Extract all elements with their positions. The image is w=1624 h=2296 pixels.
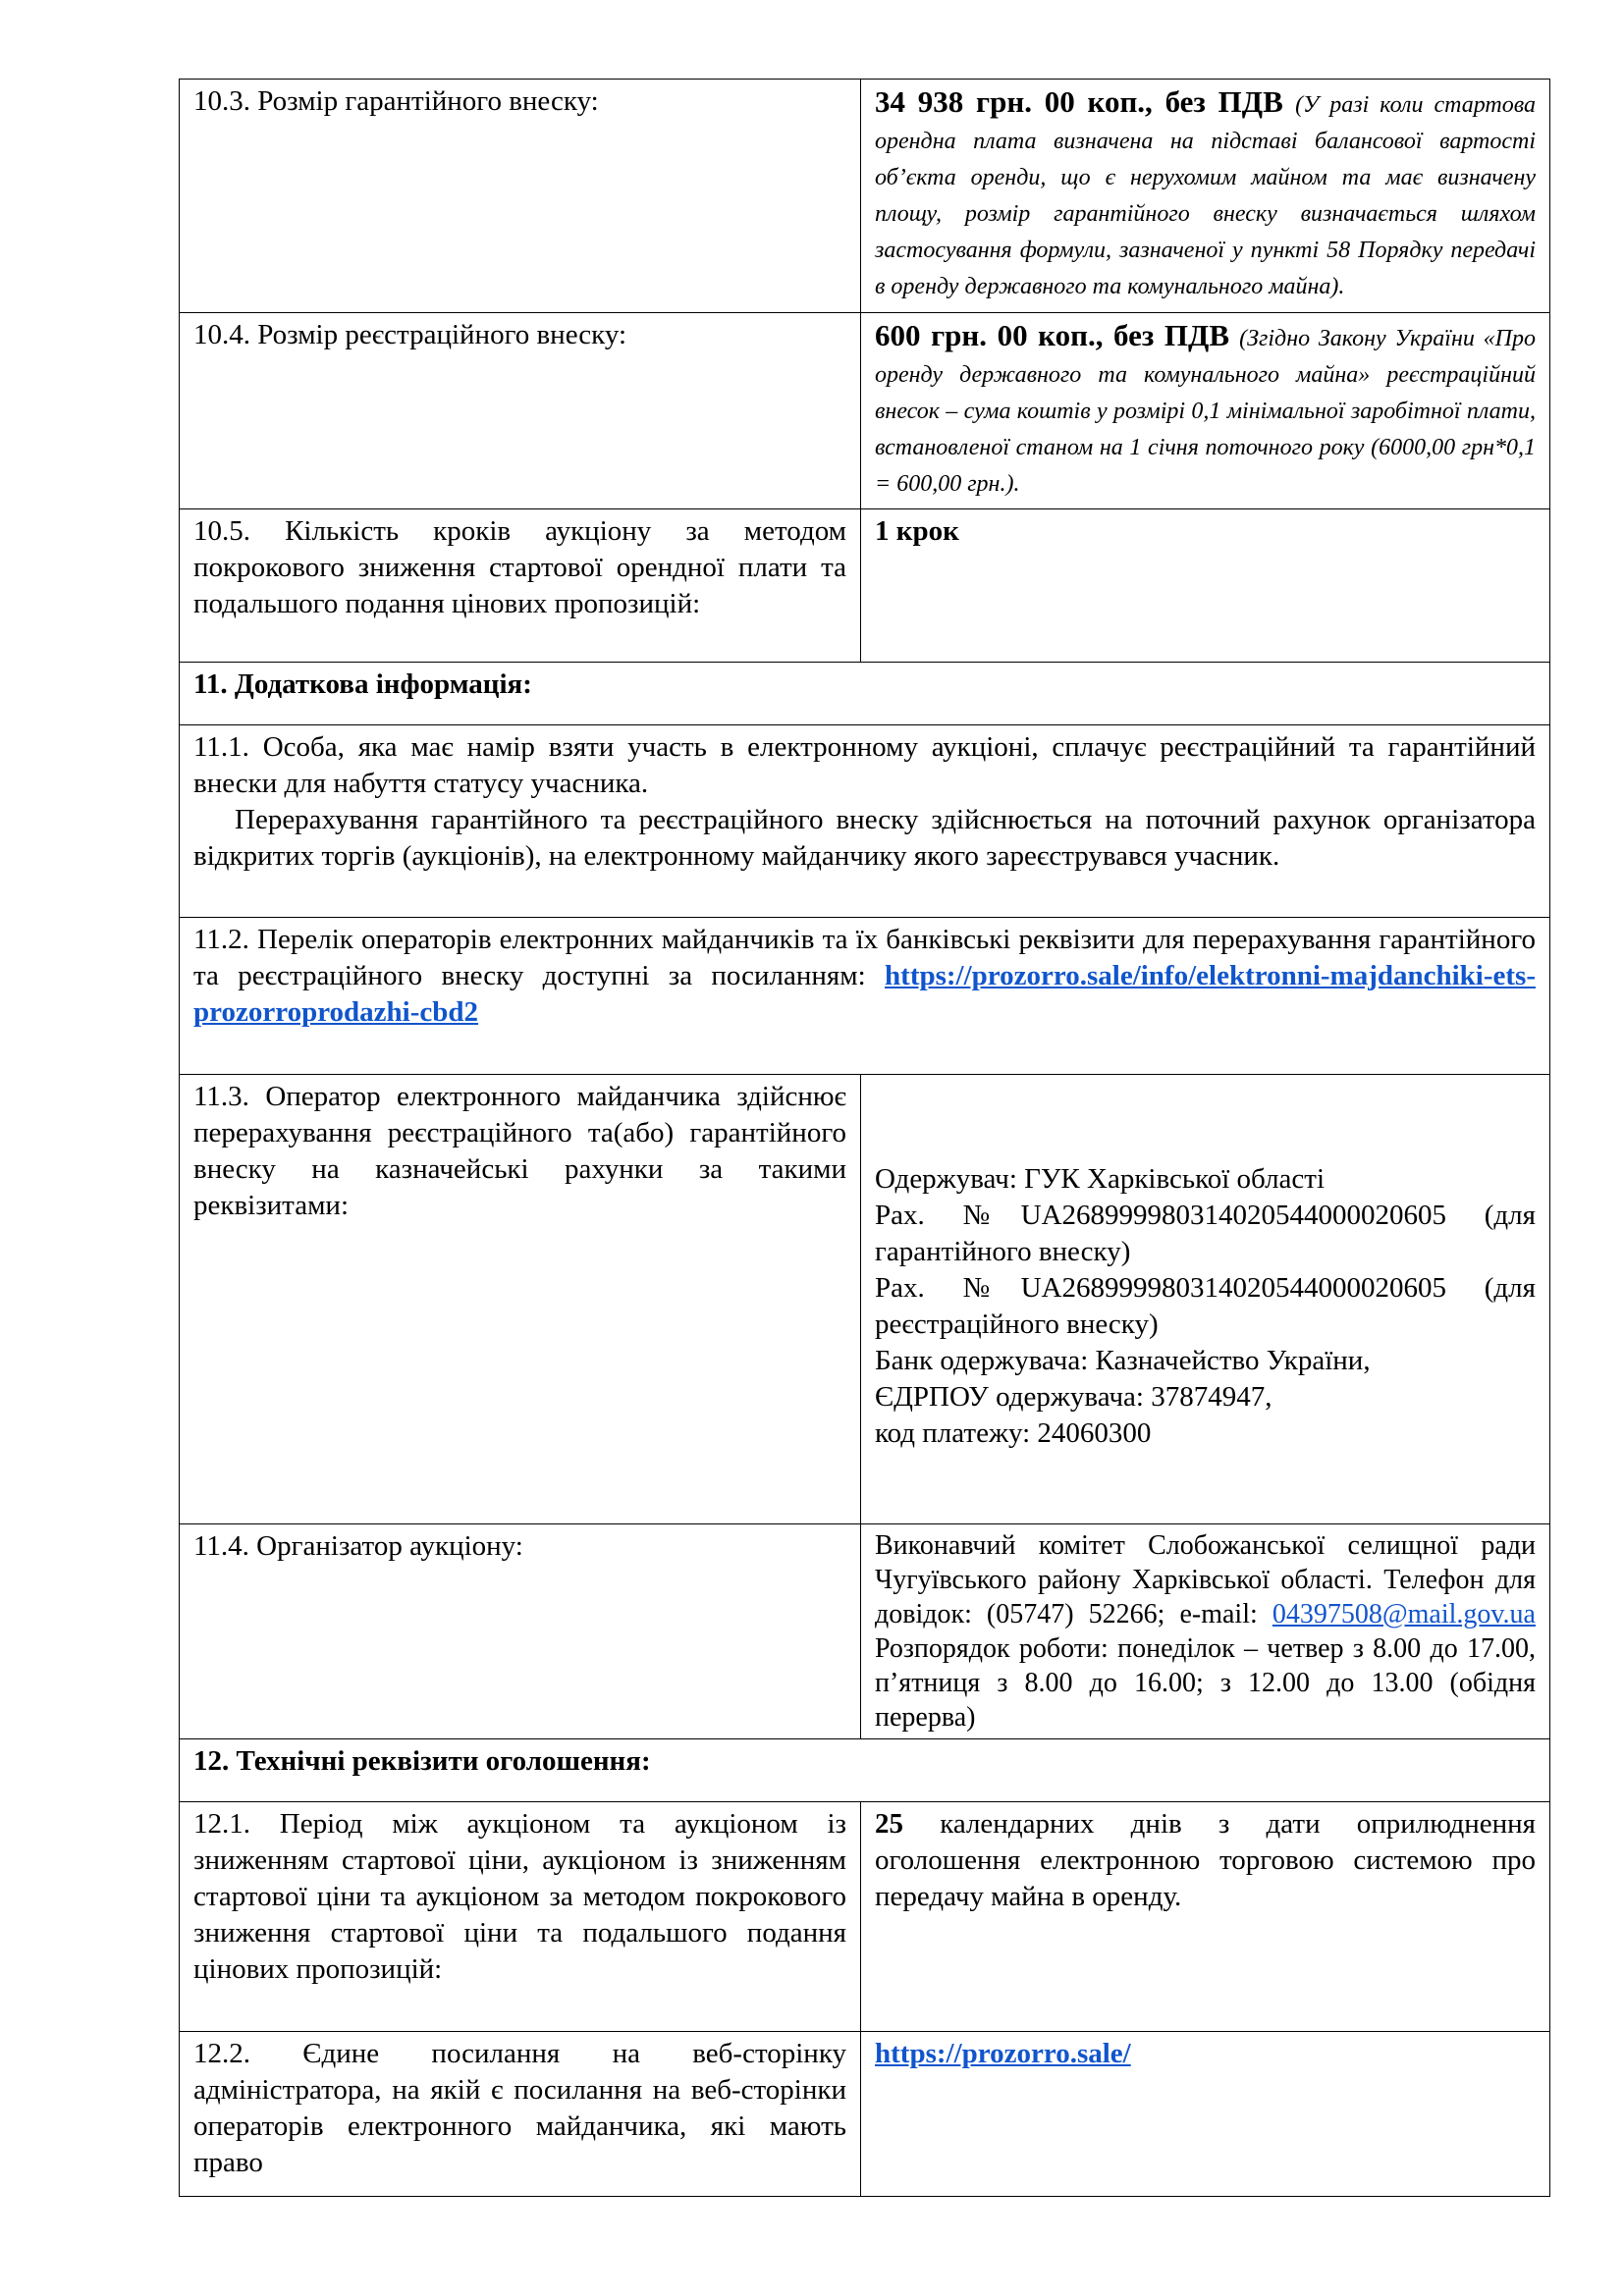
document-page [179,79,1549,2197]
value-cell [861,80,1550,313]
label-cell [180,1075,861,1524]
section-11-header [180,663,1550,725]
label-cell [180,313,861,509]
label-cell [180,2032,861,2197]
full-cell [180,725,1550,918]
row-11-1 [180,725,1550,918]
operators-list-link[interactable]: https://prozorro.sale/info/elektronni-majdanchiki-ets-prozorroprodazhi-cbd2 [193,960,1536,1028]
value-cell [861,313,1550,509]
email-link[interactable]: 04397508@mail.gov.ua [1272,1599,1536,1629]
days-text: календарних днів з дати оприлюднення оголошення електронною торговою системою про передачу майна в оренду. [875,1808,1536,1912]
account-registration: Рах. №UA268999980314020544000020605 (для реєстраційного внеску) [875,1272,1536,1340]
payment-code: код платежу: 24060300 [875,1417,1152,1449]
row-label: 11.4. Організатор аукціону: [193,1530,523,1562]
label-cell [180,1802,861,2032]
steps-count: 1 крок [875,515,959,547]
auction-details-table [179,79,1550,2197]
recipient: Одержувач: ГУК Харківської області [875,1163,1326,1195]
row-11-3 [180,1075,1550,1524]
row-12-2 [180,2032,1550,2197]
edrpou: ЄДРПОУ одержувача: 37874947, [875,1381,1272,1413]
value-cell [861,1524,1550,1739]
label-cell [180,80,861,313]
paragraph: Перерахування гарантійного та реєстраційного внеску здійснюється на поточний рахунок організатора відкритих торгів (аукціонів), на електронному майданчику якого зареєструвався учасник. [193,804,1536,872]
row-10-4 [180,313,1550,509]
value-cell [861,1075,1550,1524]
registration-fee-amount: 600 грн. 00 коп., без ПДВ [875,318,1230,352]
organizer-schedule: Розпорядок роботи: понеділок – четвер з 8.00 до 17.00, п’ятниця з 8.00 до 16.00; з 12.00 до 13.00 (обідня перерва) [875,1633,1536,1733]
row-label: 12.1. Період між аукціоном та аукціоном із зниженням стартової ціни, аукціоном із зниженням стартової ціни та аукціоном за методом покрокового зниження стартової ціни та подальшого подання цінових пропозицій: [193,1808,846,1985]
row-12-1 [180,1802,1550,2032]
label-cell [180,509,861,663]
section-12-header [180,1739,1550,1802]
section-heading: 11. Додаткова інформація: [193,668,532,700]
guarantee-fee-note: (У разі коли стартова орендна плата визначена на підставі балансової вартості об’єкта оренди, що є нерухомим майном та має визначену площу, розмір гарантійного внеску визначається шляхом застосування формули, зазначеної у пункті 58 Порядку передачі в оренду державного та комунального майна). [875,92,1537,299]
row-10-5 [180,509,1550,663]
row-label: 10.3. Розмір гарантійного внеску: [193,85,599,117]
organizer-text: Виконавчий комітет Слобожанської селищної ради Чугуївського району Харківської області. Телефон для довідок: (05747) 52266; e-mail: [875,1530,1536,1629]
bank: Банк одержувача: Казначейство України, [875,1345,1371,1376]
row-11-4 [180,1524,1550,1739]
section-heading-cell [180,1739,1550,1802]
registration-fee-note: (Згідно Закону України «Про оренду державного та комунального майна» реєстраційний внесок – сума коштів у розмірі 0,1 мінімальної заробітної плати, встановленої станом на 1 січня поточного року (6000,00 грн*0,1 = 600,00 грн.). [875,326,1537,497]
full-cell [180,918,1550,1075]
row-10-3 [180,80,1550,313]
paragraph: 11.1. Особа, яка має намір взяти участь в електронному аукціоні, сплачує реєстраційний та гарантійний внески для набуття статусу учасника. [193,731,1536,799]
row-11-2 [180,918,1550,1075]
row-label: 10.5. Кількість кроків аукціону за методом покрокового зниження стартової орендної плати та подальшого подання цінових пропозицій: [193,515,846,619]
section-heading: 12. Технічні реквізити оголошення: [193,1745,651,1777]
value-cell [861,509,1550,663]
admin-link[interactable]: https://prozorro.sale/ [875,2038,1131,2069]
days-count: 25 [875,1808,903,1840]
value-cell [861,1802,1550,2032]
row-label: 12.2. Єдине посилання на веб-сторінку адміністратора, на якій є посилання на веб-сторінки операторів електронного майданчика, які мають право [193,2038,846,2178]
paragraph: 11.2. Перелік операторів електронних майданчиків та їх банківські реквізити для перерахування гарантійного та реєстраційного внеску доступні за посиланням: [193,924,1536,991]
value-cell [861,2032,1550,2197]
guarantee-fee-amount: 34 938 грн. 00 коп., без ПДВ [875,84,1283,119]
account-guarantee: Рах. №UA268999980314020544000020605 (для гарантійного внеску) [875,1200,1536,1267]
row-label: 10.4. Розмір реєстраційного внеску: [193,319,627,350]
label-cell [180,1524,861,1739]
section-heading-cell [180,663,1550,725]
row-label: 11.3. Оператор електронного майданчика здійснює перерахування реєстраційного та(або) гарантійного внеску на казначейські рахунки за такими реквізитами: [193,1081,846,1221]
